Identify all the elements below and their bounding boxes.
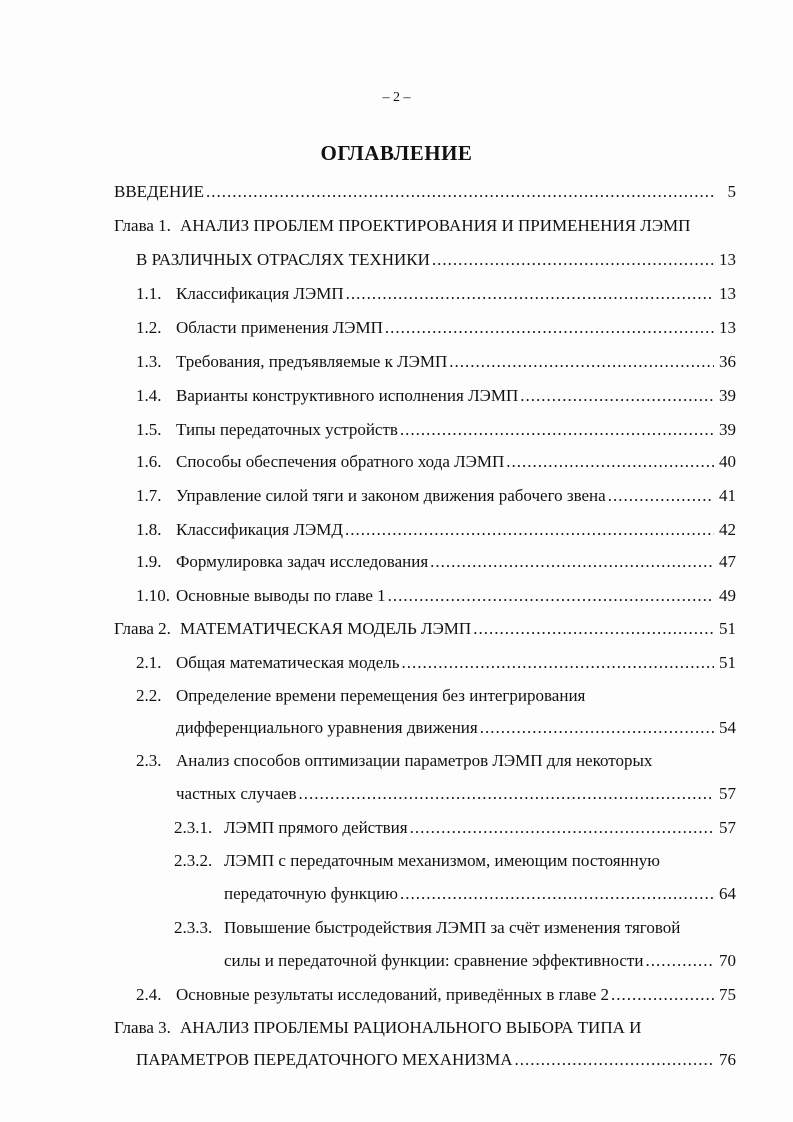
toc-entry: [136, 282, 736, 306]
toc-entry-number: Глава 2.: [114, 619, 171, 638]
dot-leader: [388, 584, 714, 608]
toc-entry-page: 70: [719, 951, 736, 970]
toc-entry: [114, 617, 736, 641]
toc-entry: [136, 418, 736, 442]
toc-entry-title: Основные выводы по главе 1: [176, 586, 386, 605]
toc-entry-page: 40: [719, 452, 736, 471]
toc-entry: [176, 716, 736, 740]
toc-entry-title: Повышение быстродействия ЛЭМП за счёт изменения тяговой: [224, 918, 681, 937]
toc-entry-title: силы и передаточной функции: сравнение эффективности: [224, 951, 644, 970]
toc-entry-page: 36: [719, 352, 736, 371]
toc-entry-number: 2.3.1.: [174, 818, 213, 837]
toc-entry-title: передаточную функцию: [224, 884, 398, 903]
toc-entry-number: 2.2.: [136, 686, 162, 705]
toc-entry: [136, 350, 736, 374]
toc-entry-number: Глава 1.: [114, 216, 171, 235]
toc-entry-title: ЛЭМП с передаточным механизмом, имеющим постоянную: [224, 851, 660, 870]
dot-leader: [299, 782, 714, 806]
dot-leader: [514, 1048, 714, 1072]
toc-entry-title: дифференциального уравнения движения: [176, 718, 478, 737]
dot-leader: [385, 316, 714, 340]
toc-entry-page: 41: [719, 486, 736, 505]
toc-entry-number: 1.9.: [136, 552, 162, 571]
dot-leader: [346, 282, 714, 306]
toc-entry-page: 64: [719, 884, 736, 903]
toc-entry: [174, 849, 660, 873]
toc-entry-number: 2.3.: [136, 751, 162, 770]
toc-entry-page: 49: [719, 586, 736, 605]
dot-leader: [520, 384, 714, 408]
toc-entry-title: Требования, предъявляемые к ЛЭМП: [176, 352, 448, 371]
dot-leader: [400, 882, 714, 906]
toc-entry: [136, 651, 736, 675]
toc-entry-title: АНАЛИЗ ПРОБЛЕМ ПРОЕКТИРОВАНИЯ И ПРИМЕНЕНИЯ ЛЭМП: [180, 216, 691, 235]
toc-entry: [174, 816, 736, 840]
toc-entry-page: 5: [727, 182, 736, 201]
dot-leader: [480, 716, 714, 740]
dot-leader: [432, 248, 714, 272]
toc-entry: [224, 949, 736, 973]
toc-entry-title: ПАРАМЕТРОВ ПЕРЕДАТОЧНОГО МЕХАНИЗМА: [136, 1050, 513, 1069]
dot-leader: [402, 651, 714, 675]
toc-entry-title: Способы обеспечения обратного хода ЛЭМП: [176, 452, 505, 471]
toc-entry-title: АНАЛИЗ ПРОБЛЕМЫ РАЦИОНАЛЬНОГО ВЫБОРА ТИПА И: [180, 1018, 642, 1037]
toc-entry-page: 54: [719, 718, 736, 737]
toc-entry: [136, 484, 736, 508]
dot-leader: [430, 550, 714, 574]
toc-entry-title: Управление силой тяги и законом движения рабочего звена: [176, 486, 606, 505]
toc-entry-title: Варианты конструктивного исполнения ЛЭМП: [176, 386, 519, 405]
toc-entry: [136, 550, 736, 574]
toc-entry-page: 76: [719, 1050, 736, 1069]
toc-entry-number: 1.1.: [136, 284, 162, 303]
toc-entry-number: 1.5.: [136, 420, 162, 439]
toc-entry-title: Анализ способов оптимизации параметров ЛЭМП для некоторых: [176, 751, 653, 770]
toc-entry: [136, 384, 736, 408]
toc-entry-number: 2.4.: [136, 985, 162, 1004]
toc-entry-title: Основные результаты исследований, приведённых в главе 2: [176, 985, 609, 1004]
dot-leader: [449, 350, 714, 374]
toc-entry-page: 13: [719, 250, 736, 269]
toc-entry-title: Области применения ЛЭМП: [176, 318, 383, 337]
toc-entry-title: Классификация ЛЭМД: [176, 520, 343, 539]
toc-entry: [136, 450, 736, 474]
toc-entry-number: 2.3.3.: [174, 918, 213, 937]
toc-entry-page: 75: [719, 985, 736, 1004]
dot-leader: [400, 418, 714, 442]
toc-entry-number: 1.2.: [136, 318, 162, 337]
toc-entry: [136, 518, 736, 542]
page-title: ОГЛАВЛЕНИЕ: [320, 141, 473, 165]
toc-entry: [136, 749, 652, 773]
toc-entry-title: Классификация ЛЭМП: [176, 284, 344, 303]
toc-entry-number: 2.3.2.: [174, 851, 213, 870]
toc-entry: [136, 1048, 736, 1072]
toc-entry-title: МАТЕМАТИЧЕСКАЯ МОДЕЛЬ ЛЭМП: [180, 619, 472, 638]
toc-entry-title: Типы передаточных устройств: [176, 420, 398, 439]
toc-entry: [174, 916, 680, 940]
dot-leader: [506, 450, 714, 474]
toc-entry-page: 51: [719, 619, 736, 638]
dot-leader: [473, 617, 714, 641]
toc-entry: [136, 316, 736, 340]
toc-entry: [136, 248, 736, 272]
toc-entry: [176, 782, 736, 806]
toc-entry-title: Общая математическая модель: [176, 653, 400, 672]
toc-entry: [224, 882, 736, 906]
toc-entry-page: 51: [719, 653, 736, 672]
toc-entry-page: 39: [719, 420, 736, 439]
dot-leader: [608, 484, 714, 508]
toc-entry-page: 39: [719, 386, 736, 405]
toc-entry: [114, 1016, 641, 1040]
toc-entry-number: 1.3.: [136, 352, 162, 371]
toc-entry-title: Определение времени перемещения без интегрирования: [176, 686, 586, 705]
toc-entry-page: 42: [719, 520, 736, 539]
toc-entry-number: 1.6.: [136, 452, 162, 471]
toc-entry: [136, 584, 736, 608]
toc-entry-title: ВВЕДЕНИЕ: [114, 182, 204, 201]
toc-entry-number: Глава 3.: [114, 1018, 171, 1037]
toc-entry-page: 57: [719, 784, 736, 803]
toc-entry-page: 13: [719, 318, 736, 337]
toc-entry: [136, 983, 736, 1007]
toc-entry: [114, 214, 690, 238]
toc-entry-number: 1.10.: [136, 586, 170, 605]
dot-leader: [345, 518, 714, 542]
dot-leader: [645, 949, 714, 973]
toc-entry-title: частных случаев: [176, 784, 297, 803]
toc-entry-title: ЛЭМП прямого действия: [224, 818, 408, 837]
toc-entry-page: 47: [719, 552, 736, 571]
toc-entry: [114, 180, 736, 204]
toc-entry-page: 57: [719, 818, 736, 837]
dot-leader: [611, 983, 714, 1007]
toc-entry-number: 1.4.: [136, 386, 162, 405]
toc-entry-title: В РАЗЛИЧНЫХ ОТРАСЛЯХ ТЕХНИКИ: [136, 250, 430, 269]
toc-entry-number: 2.1.: [136, 653, 162, 672]
page-number: – 2 –: [382, 90, 411, 105]
toc-entry-number: 1.7.: [136, 486, 162, 505]
toc-entry-number: 1.8.: [136, 520, 162, 539]
dot-leader: [410, 816, 714, 840]
toc-entry-title: Формулировка задач исследования: [176, 552, 429, 571]
dot-leader: [206, 180, 714, 204]
toc-entry: [136, 684, 585, 708]
toc-entry-page: 13: [719, 284, 736, 303]
